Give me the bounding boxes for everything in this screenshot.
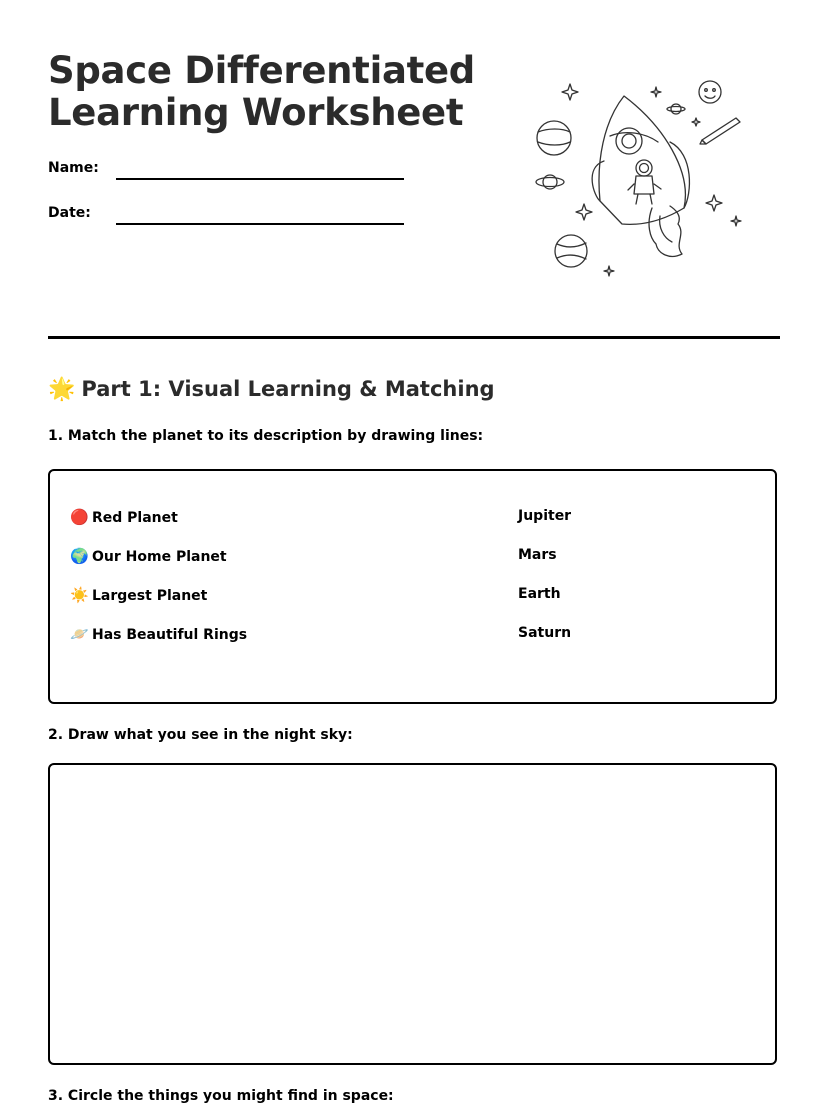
date-label: Date: (48, 205, 91, 221)
description-home-planet[interactable]: Our Home Planet (92, 549, 227, 565)
matching-row (70, 625, 750, 647)
question-3: 3. Circle the things you might find in space: (48, 1088, 394, 1104)
matching-box[interactable] (48, 469, 777, 704)
planet-earth[interactable]: Earth (518, 586, 561, 602)
description-rings[interactable]: Has Beautiful Rings (92, 627, 248, 643)
planet-saturn[interactable]: Saturn (518, 625, 572, 641)
sun-icon: ☀️ (70, 586, 89, 604)
date-line[interactable] (116, 223, 404, 225)
description-largest-planet[interactable]: Largest Planet (92, 588, 208, 604)
small-planet-icon (671, 104, 681, 114)
question-2: 2. Draw what you see in the night sky: (48, 727, 353, 743)
ringed-planet-icon: 🪐 (70, 625, 89, 643)
star-icon: 🌟 (48, 377, 76, 402)
sparkle-icon (651, 87, 661, 97)
planet-jupiter[interactable]: Jupiter (518, 508, 572, 524)
globe-icon: 🌍 (70, 547, 89, 565)
matching-row (70, 547, 750, 569)
moon-face-icon (699, 81, 721, 103)
part1-title (48, 374, 495, 405)
sparkle-icon (576, 204, 592, 220)
flame-icon (649, 206, 682, 256)
pen-icon (700, 118, 740, 144)
question-1: 1. Match the planet to its description by drawing lines: (48, 428, 484, 444)
sparkle-icon (604, 266, 614, 276)
date-field[interactable] (48, 205, 408, 229)
title-line-2: Learning Worksheet (48, 91, 464, 134)
name-line[interactable] (116, 178, 404, 180)
sparkle-icon (731, 216, 741, 226)
matching-row (70, 508, 750, 530)
name-field[interactable] (48, 160, 408, 184)
striped-planet-icon (537, 121, 571, 155)
rocket-space-illustration (524, 76, 752, 282)
title-line-1: Space Differentiated (48, 49, 475, 92)
name-label: Name: (48, 160, 99, 176)
planet-icon (555, 235, 587, 267)
matching-row (70, 586, 750, 608)
planet-mars[interactable]: Mars (518, 547, 557, 563)
worksheet-title (48, 50, 475, 134)
part1-title-text: Part 1: Visual Learning & Matching (81, 377, 495, 401)
sparkle-icon (692, 118, 700, 126)
ringed-planet-icon (536, 175, 564, 189)
drawing-area[interactable] (48, 763, 777, 1065)
red-circle-icon: 🔴 (70, 508, 89, 526)
description-red-planet[interactable]: Red Planet (92, 510, 178, 526)
divider (48, 336, 780, 339)
sparkle-icon (562, 84, 578, 100)
sparkle-icon (706, 195, 722, 211)
